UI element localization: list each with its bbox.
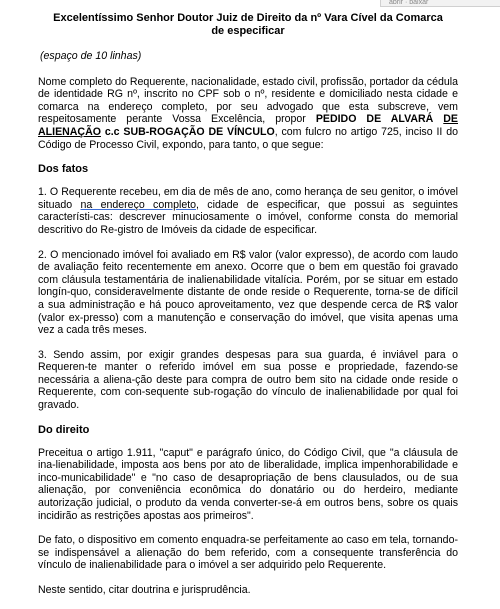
law-paragraph-3: Neste sentido, citar doutrina e jurisprudência. — [38, 584, 251, 596]
address-link[interactable]: na endereço completo — [80, 198, 197, 211]
title-line-2: de especificar — [211, 25, 285, 37]
intro-paragraph: Nome completo do Requerente, nacionalidade, estado civil, profissão, portador da cédula de identidade RG nº, inscrito no CPF sob o nº, residente e domiciliado nesta cidade e comarca na endereço completo, por seu advogado que esta subscreve, vem respeitosamente perante Vossa Excelência, propor PEDIDO DE ALVARÁ DE ALIENAÇÃO c.c SUB-ROGAÇÃO DE VÍNCULO, com fulcro no artigo 725, inciso II do Código de Processo Civil, expondo, para tanto, o que segue: — [38, 75, 458, 151]
fact-paragraph-2: 2. O mencionado imóvel foi avaliado em R$ valor (valor expresso), de acordo com laudo de avaliação feito recentemente em anexo. Ocorre que o bem em questão foi gravado com cláusula testamentária de inalienabilidade vitalícia. Porém, por se situar em estado longín-quo, consideravelmente distante de onde reside o Requerente, torna-se de difícil a sua administração e há pouco aproveitamento, vez que despende cerca de R$ valor (valor ex-presso) com a manutenção e conservação do imóvel, que visita apenas uma vez a cada três meses. — [38, 248, 458, 337]
section-heading-law: Do direito — [38, 423, 90, 436]
fact-paragraph-1: 1. O Requerente recebeu, em dia de mês de ano, como herança de seu genitor, o imóvel situado na endereço completo, cidade de especificar, que possui as seguintes característi-cas: descrever minuciosamente o imóvel, conforme consta do memorial descritivo do Re-gistro de Imóveis da cidade de especificar. — [38, 186, 458, 236]
fact-paragraph-3: 3. Sendo assim, por exigir grandes despesas para sua guarda, é inviável para o Requeren-te manter o referido imóvel em sua posse e propriedade, fazendo-se necessária a aliena-ção deste para compra de outro bem sito na cidade onde reside o Requerente, com con-sequente sub-rogação do vínculo de inalienabilidade por qual foi gravado. — [38, 348, 458, 412]
top-toolbar-chip[interactable]: abrir · baixar — [380, 0, 500, 7]
document-title — [38, 12, 458, 38]
title-line-1: Excelentíssimo Senhor Doutor Juiz de Direito da nº Vara Cível da Comarca — [53, 12, 443, 24]
law-paragraph-1: Preceitua o artigo 1.911, "caput" e parágrafo único, do Código Civil, que "a cláusula de ina-lienabilidade, imposta aos bens por ato de liberalidade, implica impenhorabilidade e inco-municabilidade" e "no caso de desapropriação de bens clausulados, ou de sua alienação, por conveniência econômica do donatário ou do herdeiro, mediante autorização judicial, o produto da venda converter-se-á em outros bens, sobre os quais incidirão as restrições apostas aos primeiros". — [38, 446, 458, 522]
law-paragraph-2: De fato, o dispositivo em comento enquadra-se perfeitamente ao caso em tela, tornando-se indispensável a alienação do bem referido, com a consequente transferência do vínculo de inalienabilidade para o imóvel a ser adquirido pelo Requerente. — [38, 534, 458, 572]
space-note: (espaço de 10 linhas) — [40, 50, 142, 62]
document-page — [38, 12, 458, 609]
section-heading-facts: Dos fatos — [38, 163, 89, 176]
